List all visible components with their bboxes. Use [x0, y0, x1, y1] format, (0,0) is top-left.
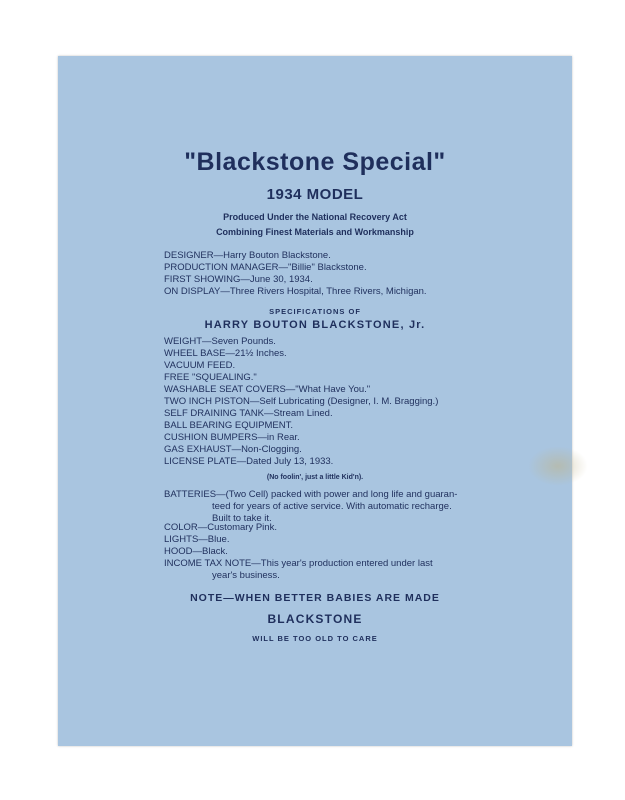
batteries-paragraph — [164, 489, 470, 525]
spec-line: SELF DRAINING TANK—Stream Lined. — [164, 408, 333, 419]
spec-line: VACUUM FEED. — [164, 360, 236, 371]
spec-line: BALL BEARING EQUIPMENT. — [164, 420, 293, 431]
spec-line: FREE "SQUEALING." — [164, 372, 257, 383]
spec-line: WHEEL BASE—21½ Inches. — [164, 348, 287, 359]
closing-tagline: WILL BE TOO OLD TO CARE — [252, 634, 378, 643]
closing-name: BLACKSTONE — [267, 612, 363, 626]
batteries-continuation: teed for years of active service. With automatic recharge. Built to take it. — [212, 501, 452, 524]
announcement-card — [58, 56, 572, 746]
spec-line: GAS EXHAUST—Non-Clogging. — [164, 444, 302, 455]
subtitle-line-1: Produced Under the National Recovery Act — [223, 212, 407, 222]
aside-note: (No foolin', just a little Kid'n). — [266, 474, 364, 481]
specs-name: HARRY BOUTON BLACKSTONE, Jr. — [204, 319, 426, 331]
spec-line: WASHABLE SEAT COVERS—"What Have You." — [164, 384, 371, 395]
income-tax-first-line: INCOME TAX NOTE—This year's production entered under last — [164, 558, 433, 569]
income-tax-paragraph — [164, 558, 470, 582]
credit-first-showing: FIRST SHOWING—June 30, 1934. — [164, 274, 313, 285]
spec-line: HOOD—Black. — [164, 546, 228, 557]
card-title: "Blackstone Special" — [184, 148, 446, 176]
model-heading: 1934 MODEL — [266, 186, 364, 203]
income-tax-continuation: year's business. — [212, 570, 280, 581]
credit-production-manager: PRODUCTION MANAGER—"Billie" Blackstone. — [164, 262, 367, 273]
spec-line: WEIGHT—Seven Pounds. — [164, 336, 276, 347]
batteries-first-line: BATTERIES—(Two Cell) packed with power and long life and guaran- — [164, 489, 458, 500]
spec-line: COLOR—Customary Pink. — [164, 522, 277, 533]
specs-heading: SPECIFICATIONS OF — [269, 307, 361, 316]
closing-note: NOTE—WHEN BETTER BABIES ARE MADE — [190, 592, 440, 604]
spec-line: LIGHTS—Blue. — [164, 534, 230, 545]
spec-line: LICENSE PLATE—Dated July 13, 1933. — [164, 456, 334, 467]
credit-on-display: ON DISPLAY—Three Rivers Hospital, Three Rivers, Michigan. — [164, 286, 427, 297]
spec-line: CUSHION BUMPERS—in Rear. — [164, 432, 300, 443]
subtitle-line-2: Combining Finest Materials and Workmanship — [216, 227, 414, 237]
credit-designer: DESIGNER—Harry Bouton Blackstone. — [164, 250, 331, 261]
spec-line: TWO INCH PISTON—Self Lubricating (Designer, I. M. Bragging.) — [164, 396, 439, 407]
